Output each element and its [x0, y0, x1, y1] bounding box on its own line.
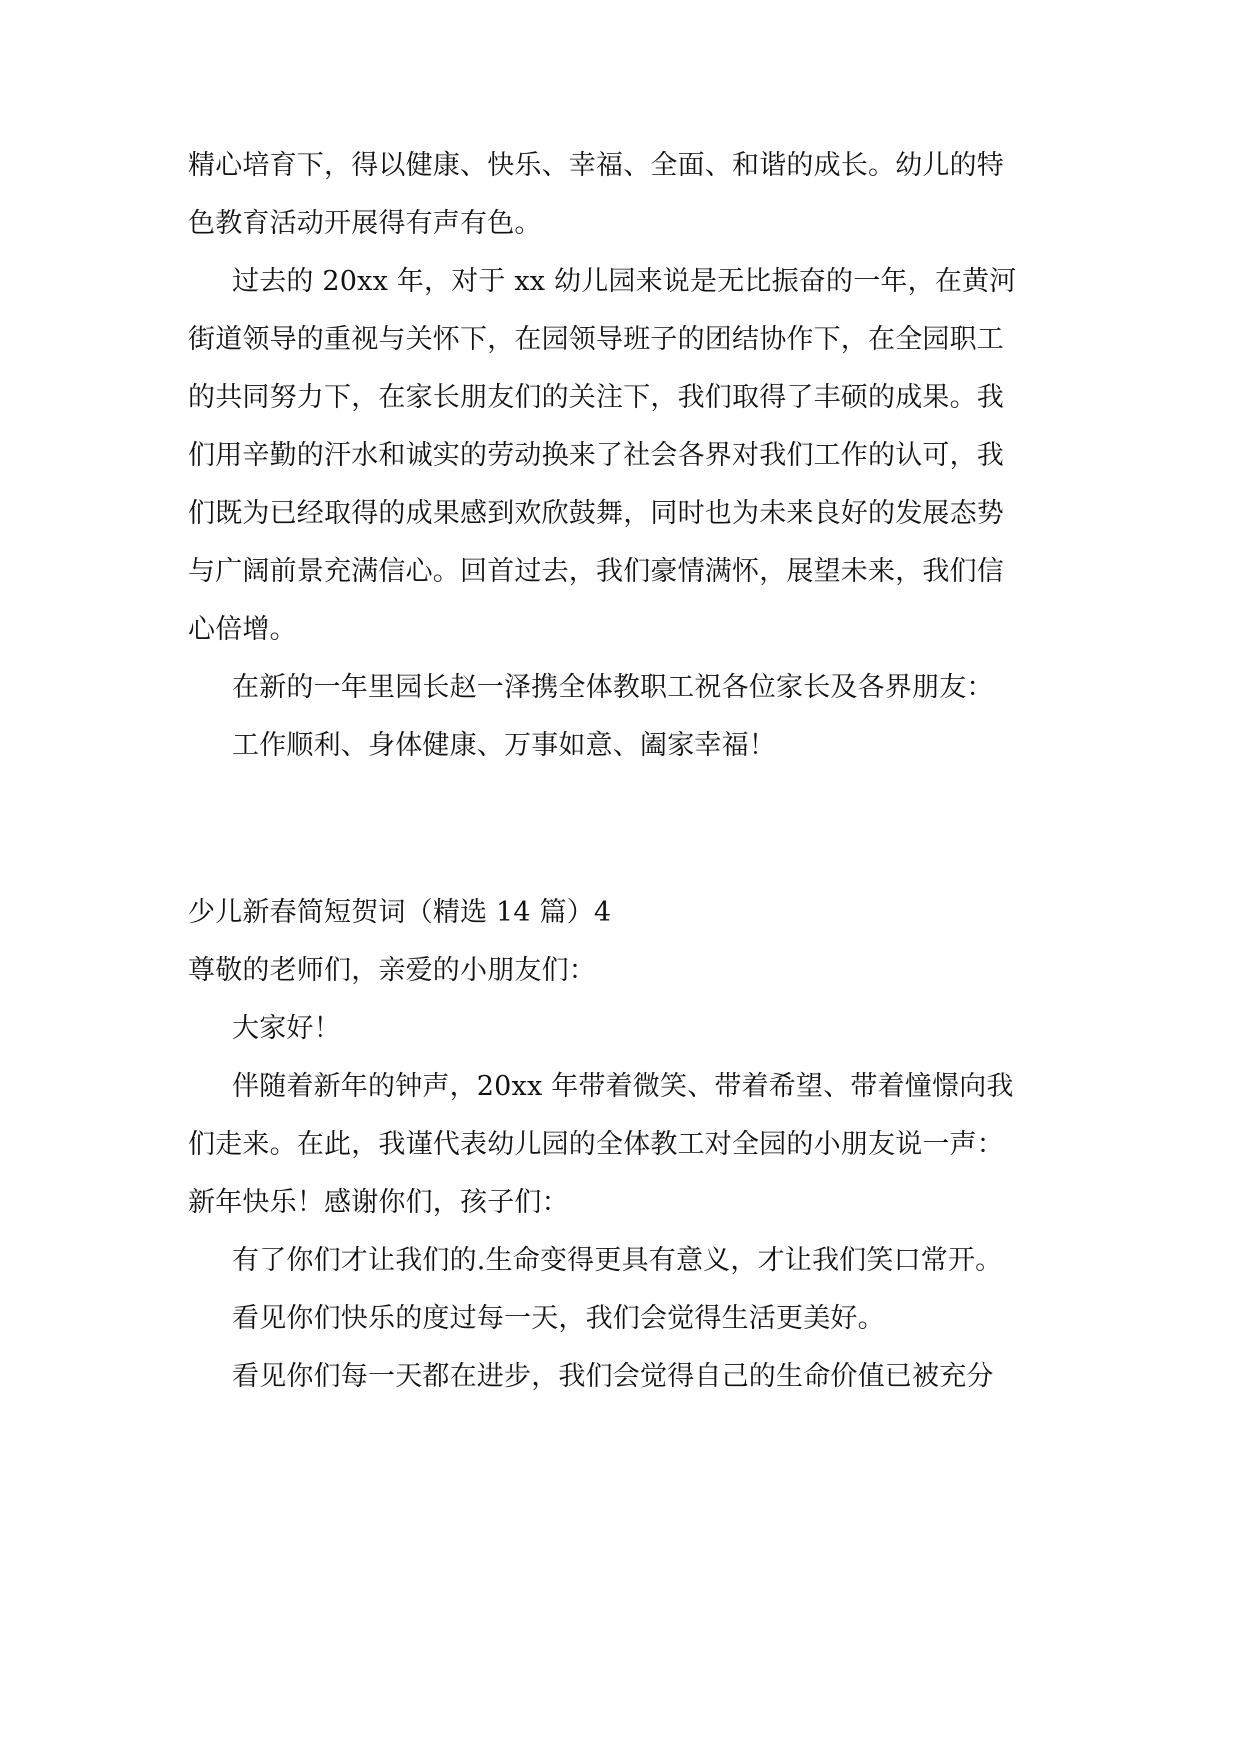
text-line: 色教育活动开展得有声有色。: [188, 208, 542, 239]
text-line: 的共同努力下，在家长朋友们的关注下，我们取得了丰硕的成果。我: [188, 382, 1004, 413]
paragraph-first-line: 有了你们才让我们的.生命变得更具有意义，才让我们笑口常开。: [232, 1245, 1003, 1276]
paragraph-first-line: 工作顺利、身体健康、万事如意、阖家幸福！: [232, 730, 776, 761]
text-line: 新年快乐！感谢你们，孩子们：: [188, 1187, 569, 1218]
text-line: 与广阔前景充满信心。回首过去，我们豪情满怀，展望未来，我们信: [188, 556, 1004, 587]
text-line: 街道领导的重视与关怀下，在园领导班子的团结协作下，在全园职工: [188, 324, 1004, 355]
section-heading: 少儿新春简短贺词（精选 14 篇）4: [188, 897, 612, 928]
greeting: 大家好！: [232, 1013, 341, 1044]
paragraph-first-line: 看见你们快乐的度过每一天，我们会觉得生活更美好。: [232, 1303, 885, 1334]
paragraph-first-line: 过去的 20xx 年，对于 xx 幼儿园来说是无比振奋的一年，在黄河: [232, 266, 1017, 297]
text-line: 心倍增。: [188, 614, 297, 645]
text-line: 们用辛勤的汗水和诚实的劳动换来了社会各界对我们工作的认可，我: [188, 440, 1004, 471]
paragraph-first-line: 看见你们每一天都在进步，我们会觉得自己的生命价值已被充分: [232, 1361, 994, 1392]
text-line: 们走来。在此，我谨代表幼儿园的全体教工对全园的小朋友说一声：: [188, 1129, 1004, 1160]
text-line: 精心培育下，得以健康、快乐、幸福、全面、和谐的成长。幼儿的特: [188, 150, 1004, 181]
text-line: 们既为已经取得的成果感到欢欣鼓舞，同时也为未来良好的发展态势: [188, 498, 1004, 529]
paragraph-first-line: 在新的一年里园长赵一泽携全体教职工祝各位家长及各界朋友：: [232, 672, 994, 703]
paragraph-first-line: 伴随着新年的钟声，20xx 年带着微笑、带着希望、带着憧憬向我: [232, 1071, 1014, 1102]
salutation: 尊敬的老师们，亲爱的小朋友们：: [188, 955, 596, 986]
